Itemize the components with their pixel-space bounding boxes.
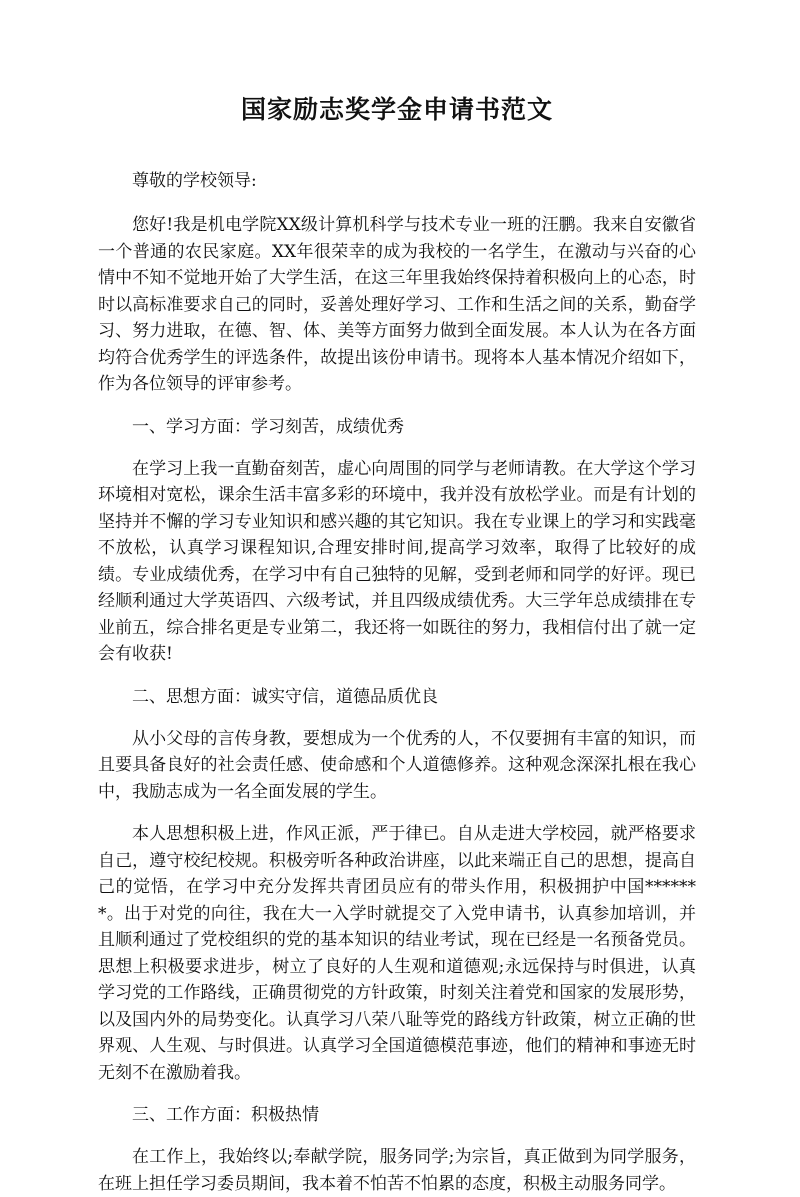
- salutation: 尊敬的学校领导:: [132, 171, 257, 191]
- thought-paragraph-1: 从小父母的言传身教，要想成为一个优秀的人，不仅要拥有丰富的知识，而且要具备良好的社会责任感、使命感和个人道德修养。这种观念深深扎根在我心中，我励志成为一名全面发展的学生。: [98, 728, 696, 802]
- section-heading-thought: 二、思想方面：诚实守信，道德品质优良: [132, 686, 438, 707]
- study-paragraph: 在学习上我一直勤奋刻苦，虚心向周围的同学与老师请教。在大学这个学习环境相对宽松，课余生活丰富多彩的环境中，我并没有放松学业。而是有计划的坚持并不懈的学习专业知识和感兴趣的其它知识。我在专业课上的学习和实践毫不放松，认真学习课程知识,合理安排时间,提高学习效率，取得了比较好的成绩。专业成绩优秀，在学习中有自己独特的见解，受到老师和同学的好评。现已经顺利通过大学英语四、六级考试，并且四级成绩优秀。大三学年总成绩排在专业前五，综合排名更是专业第二，我还将一如既往的努力，我相信付出了就一定会有收获!: [98, 458, 696, 664]
- intro-paragraph: 您好!我是机电学院XX级计算机科学与技术专业一班的汪鹏。我来自安徽省一个普通的农民家庭。XX年很荣幸的成为我校的一名学生，在激动与兴奋的心情中不知不觉地开始了大学生活，在这三年里我始终保持着积极向上的心态，时时以高标准要求自己的同时，妥善处理好学习、工作和生活之间的关系，勤奋学习、努力进取，在德、智、体、美等方面努力做到全面发展。本人认为在各方面均符合优秀学生的评选条件，故提出该份申请书。现将本人基本情况介绍如下，作为各位领导的评审参考。: [98, 215, 696, 394]
- work-paragraph: 在工作上，我始终以;奉献学院，服务同学;为宗旨，真正做到为同学服务，在班上担任学习委员期间，我本着不怕苦不怕累的态度，积极主动服务同学。: [98, 1147, 696, 1194]
- thought-paragraph-2: 本人思想积极上进，作风正派，严于律已。自从走进大学校园，就严格要求自己，遵守校纪校规。积极旁听各种政治讲座，以此来端正自己的思想，提高自己的觉悟，在学习中充分发挥共青团员应有的带头作用，积极拥护中国*******。出于对党的向往，我在大一入学时就提交了入党申请书，认真参加培训，并且顺利通过了党校组织的党的基本知识的结业考试，现在已经是一名预备党员。思想上积极要求进步，树立了良好的人生观和道德观;永远保持与时俱进，认真学习党的工作路线，正确贯彻党的方针政策，时刻关注着党和国家的发展形势，以及国内外的局势变化。认真学习八荣八耻等党的路线方针政策，树立正确的世界观、人生观、与时俱进。认真学习全国道德模范事迹，他们的精神和事迹无时无刻不在激励着我。: [98, 824, 696, 1083]
- page-title: 国家励志奖学金申请书范文: [240, 95, 553, 124]
- section-heading-work: 三、工作方面：积极热情: [132, 1105, 319, 1125]
- section-heading-study: 一、学习方面：学习刻苦，成绩优秀: [132, 416, 404, 437]
